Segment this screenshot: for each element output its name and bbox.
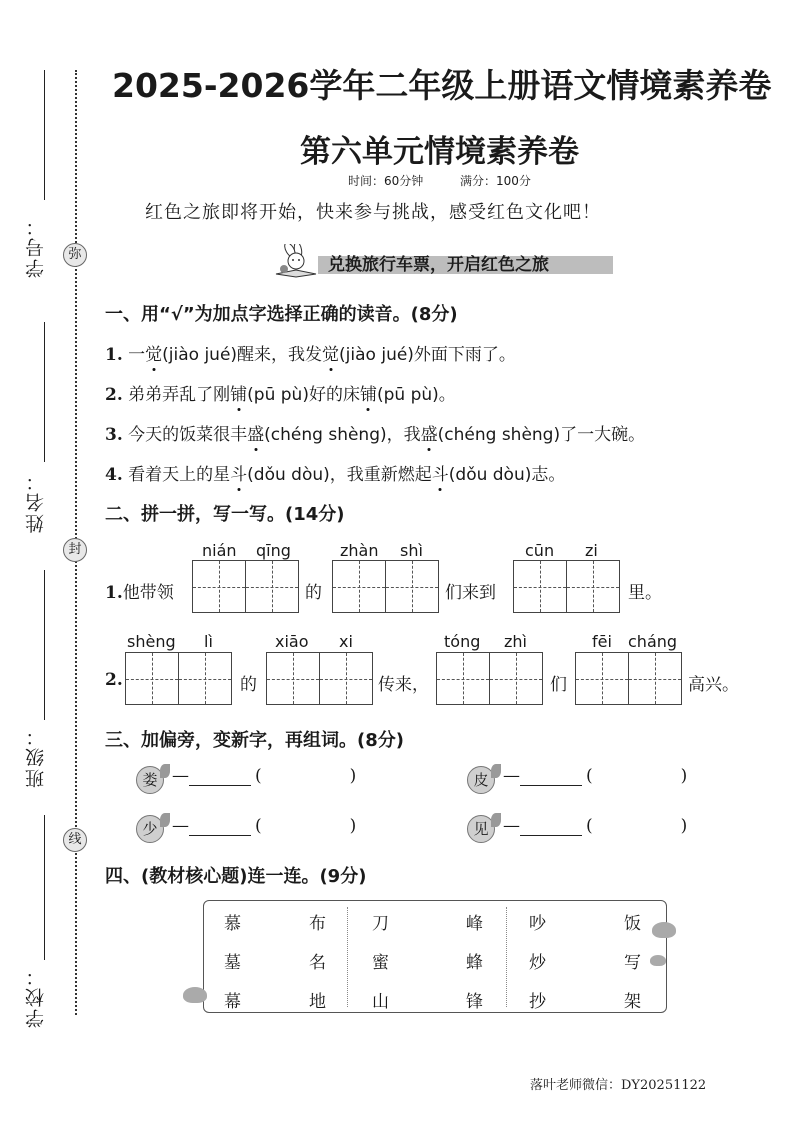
writing-grid[interactable] (436, 652, 543, 705)
paren: ) (349, 816, 357, 836)
match-item[interactable]: 蜂 (466, 953, 483, 973)
dash: — (172, 766, 189, 786)
match-item[interactable]: 锋 (466, 992, 483, 1012)
dotted-char: 盛 (247, 420, 264, 445)
new-char-blank[interactable] (189, 772, 251, 786)
s2-q2-number (105, 670, 123, 690)
question-number: 1. (105, 345, 123, 365)
match-item[interactable]: 饭 (624, 914, 641, 934)
footer-contact: 落叶老师微信：DY20251122 (530, 1078, 707, 1093)
match-item[interactable]: 名 (309, 953, 326, 973)
name-line[interactable] (44, 322, 45, 462)
match-item[interactable]: 架 (624, 992, 641, 1012)
new-char-blank[interactable] (520, 822, 582, 836)
match-item[interactable]: 峰 (466, 914, 483, 934)
s2-q1-number (105, 578, 174, 603)
pinyin-options[interactable]: (dǒu dòu)，我重新燃起 (247, 465, 432, 485)
pinyin: cūn (525, 541, 555, 560)
exam-time: 时间：60分钟 (348, 174, 424, 188)
text: 今天的饭菜很丰 (128, 425, 248, 445)
pinyin-options[interactable]: (jiào jué)外面下雨了。 (339, 345, 516, 365)
section3-heading: 三、加偏旁，变新字，再组词。(8分) (105, 730, 404, 751)
text: 的 (240, 675, 257, 695)
paren: ( (255, 766, 262, 786)
dotted-char: 盛 (421, 420, 438, 445)
seal-mi: 弥 (63, 243, 87, 267)
rabbit-reading-icon (270, 244, 322, 278)
match-col-right (624, 905, 641, 1022)
ginkgo-leaf-icon (650, 955, 666, 966)
pinyin: shèng (127, 632, 176, 651)
pinyin: shì (400, 541, 423, 560)
student-id-line[interactable] (44, 70, 45, 200)
dash: — (503, 766, 520, 786)
paren: ( (586, 816, 593, 836)
fruit-char-icon: 皮 (467, 766, 495, 794)
match-col-left (224, 905, 241, 1022)
s1-question-1 (105, 340, 516, 365)
match-item[interactable]: 墓 (224, 953, 241, 973)
pinyin: xiāo (275, 632, 309, 651)
dotted-char: 斗 (432, 460, 449, 485)
match-item[interactable]: 山 (372, 992, 389, 1012)
question-number: 2. (105, 670, 123, 690)
student-id-label: 学号： (25, 215, 47, 278)
ginkgo-leaf-icon (652, 922, 676, 938)
match-item[interactable]: 慕 (224, 914, 241, 934)
pinyin: lì (204, 632, 213, 651)
pinyin: zhì (504, 632, 527, 651)
s3-answer-row (503, 766, 687, 786)
paren: ( (255, 816, 262, 836)
writing-grid[interactable] (332, 560, 439, 613)
dotted-char: 铺 (360, 380, 377, 405)
match-item[interactable]: 布 (309, 914, 326, 934)
match-item[interactable]: 抄 (529, 992, 546, 1012)
pinyin-options[interactable]: (pū pù)好的床 (247, 385, 360, 405)
pinyin: cháng (628, 632, 678, 651)
pinyin: xi (339, 632, 353, 651)
writing-grid[interactable] (125, 652, 232, 705)
question-number: 1. (105, 583, 123, 603)
match-col-right (466, 905, 483, 1022)
intro-text: 红色之旅即将开始，快来参与挑战，感受红色文化吧！ (145, 202, 601, 223)
class-label: 班级： (25, 725, 47, 788)
text: 们来到 (445, 583, 496, 603)
writing-grid[interactable] (266, 652, 373, 705)
writing-grid[interactable] (513, 560, 620, 613)
pinyin: zi (585, 541, 598, 560)
dotted-char: 斗 (230, 460, 247, 485)
seal-xian: 线 (63, 828, 87, 852)
writing-grid[interactable] (192, 560, 299, 613)
page-title: 2025-2026学年二年级上册语文情境素养卷 (112, 66, 772, 105)
text: 他带领 (122, 583, 174, 603)
s3-answer-row (172, 766, 356, 786)
text: 看着天上的星 (128, 465, 231, 485)
leaf-icon (491, 764, 501, 778)
question-number: 2. (105, 385, 123, 405)
section1-heading: 一、用“√”为加点字选择正确的读音。(8分) (105, 304, 458, 325)
ginkgo-leaf-icon (183, 987, 207, 1003)
match-col-left (372, 905, 389, 1022)
new-char-blank[interactable] (189, 822, 251, 836)
pinyin: fēi (592, 632, 612, 651)
fruit-char-icon: 娄 (136, 766, 164, 794)
fruit-char-icon: 少 (136, 815, 164, 843)
section4-heading: 四、(教材核心题)连一连。(9分) (105, 866, 367, 887)
text: 传来， (378, 675, 429, 695)
match-col-right (309, 905, 326, 1022)
s1-question-2 (105, 380, 456, 405)
match-item[interactable]: 写 (624, 953, 641, 973)
dotted-char: 铺 (230, 380, 247, 405)
paren: ) (680, 816, 688, 836)
name-label: 姓名： (25, 470, 47, 533)
text: 一 (128, 345, 146, 365)
class-line[interactable] (44, 570, 45, 720)
text: 的 (305, 583, 322, 603)
pinyin-options[interactable]: (chéng shèng)了一大碗。 (437, 425, 646, 445)
text: 们 (550, 675, 567, 695)
school-line[interactable] (44, 815, 45, 960)
pinyin: tóng (444, 632, 481, 651)
writing-grid[interactable] (575, 652, 682, 705)
dotted-char: 觉 (322, 340, 339, 365)
page-subtitle: 第六单元情境素养卷 (300, 134, 579, 170)
text: 高兴。 (688, 675, 739, 695)
question-number: 3. (105, 425, 123, 445)
dotted-char: 觉 (145, 340, 162, 365)
leaf-icon (160, 764, 170, 778)
leaf-icon (160, 813, 170, 827)
question-number: 4. (105, 465, 123, 485)
match-item[interactable]: 地 (309, 992, 326, 1012)
text: 弟弟弄乱了刚 (128, 385, 231, 405)
pinyin: zhàn (340, 541, 379, 560)
leaf-icon (491, 813, 501, 827)
full-score: 满分：100分 (460, 174, 531, 188)
banner-title: 兑换旅行车票，开启红色之旅 (328, 255, 549, 275)
paren: ) (349, 766, 357, 786)
fruit-char-icon: 见 (467, 815, 495, 843)
s1-question-3 (105, 420, 645, 445)
pinyin-options[interactable]: (jiào jué)醒来，我发 (162, 345, 323, 365)
s3-answer-row (172, 816, 356, 836)
dash: — (172, 816, 189, 836)
match-item[interactable]: 吵 (529, 914, 546, 934)
school-label: 学校： (25, 965, 47, 1028)
match-item[interactable]: 炒 (529, 953, 546, 973)
section2-heading: 二、拼一拼，写一写。(14分) (105, 504, 345, 525)
match-col-left (529, 905, 546, 1022)
matching-box (203, 900, 667, 1013)
s3-answer-row (503, 816, 687, 836)
match-item[interactable]: 蜜 (372, 953, 389, 973)
pinyin-options[interactable]: (pū pù)。 (376, 385, 456, 405)
pinyin: qīng (256, 541, 291, 560)
dash: — (503, 816, 520, 836)
pinyin-options[interactable]: (dǒu dòu)志。 (448, 465, 566, 485)
pinyin-options[interactable]: (chéng shèng)，我 (264, 425, 421, 445)
s1-question-4 (105, 460, 565, 485)
match-item[interactable]: 幕 (224, 992, 241, 1012)
section-banner (268, 244, 613, 278)
pinyin: nián (202, 541, 237, 560)
match-item[interactable]: 刀 (372, 914, 389, 934)
divider (506, 907, 507, 1007)
text: 里。 (628, 583, 662, 603)
divider (347, 907, 348, 1007)
paren: ) (680, 766, 688, 786)
new-char-blank[interactable] (520, 772, 582, 786)
seal-feng: 封 (63, 538, 87, 562)
paren: ( (586, 766, 593, 786)
